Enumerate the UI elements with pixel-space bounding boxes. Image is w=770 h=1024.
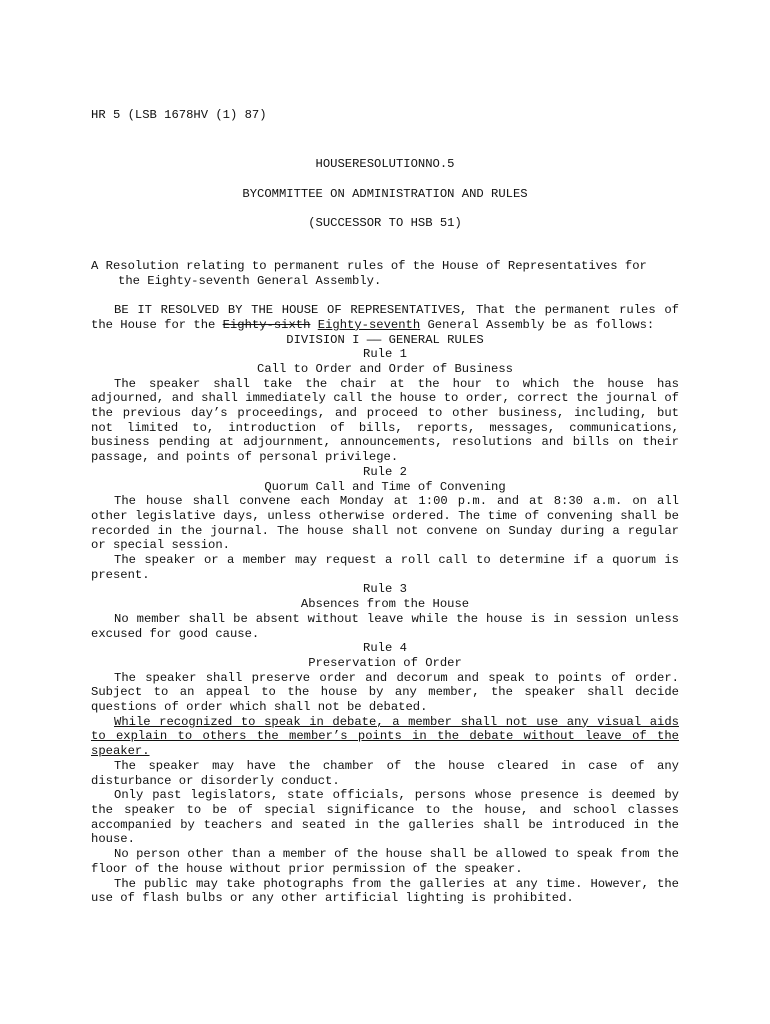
rule-number: Rule 2 — [363, 464, 407, 479]
rule-title: Quorum Call and Time of Convening — [264, 479, 506, 494]
rule-paragraph: The speaker may have the chamber of the house cleared in case of any disturbance or disorderly conduct. — [91, 758, 679, 788]
rule-paragraph: The speaker or a member may request a roll call to determine if a quorum is present. — [91, 553, 679, 582]
rule-title: Call to Order and Order of Business — [257, 361, 513, 376]
rule-number: Rule 1 — [363, 347, 407, 362]
rule-paragraph: No person other than a member of the house shall be allowed to speak from the floor of the house without prior permission of the speaker. — [91, 847, 679, 876]
enacting-text-end: General Assembly be as follows: — [420, 317, 655, 332]
rule-paragraph: The public may take photographs from the galleries at any time. However, the use of flash bulbs or any other artificial lighting is prohibited. — [91, 876, 679, 906]
title-block — [91, 157, 679, 231]
inserted-text: Eighty-seventh — [317, 317, 421, 332]
rule-paragraph: The speaker shall preserve order and decorum and speak to points of order. Subject to an appeal to the house by any member, the speaker shall decide questions of order which shall not be debated. — [91, 670, 679, 715]
bill-reference: HR 5 (LSB 1678HV (1) 87) — [91, 108, 267, 122]
struck-text: Eighty-sixth — [222, 317, 311, 332]
resolution-intro — [91, 259, 679, 288]
rule-paragraph: No member shall be absent without leave while the house is in session unless excused for good cause. — [91, 611, 679, 641]
rule-title: Preservation of Order — [308, 655, 462, 670]
enacting-clause — [91, 303, 679, 332]
resolution-body — [91, 259, 679, 906]
rule-paragraph: The speaker shall take the chair at the hour to which the house has adjourned, and shall immediately call the house to order, correct the journal of the previous day’s proceedings, and proceed to other business, including, but not limited to, introduction of bills, reports, messages, communications, business pending at adjournment, announcements, resolutions and bills on their passage, and points of personal privilege. — [91, 376, 679, 465]
enacting-text: BE IT RESOLVED BY THE HOUSE OF REPRESENTATIVES, That the permanent rules of the House for the — [91, 303, 679, 332]
rule-title: Absences from the House — [300, 597, 470, 612]
rule-number: Rule 4 — [363, 641, 407, 656]
division-heading: DIVISION I —— GENERAL RULES — [286, 332, 484, 347]
document-page — [91, 0, 679, 1024]
rule-number: Rule 3 — [363, 582, 407, 597]
intro-line-1: A Resolution relating to permanent rules of the House of Representatives for — [91, 259, 647, 273]
committee-line: BYCOMMITTEE ON ADMINISTRATION AND RULES — [242, 186, 528, 201]
successor-line: (SUCCESSOR TO HSB 51) — [308, 216, 462, 230]
intro-line-2: the Eighty-seventh General Assembly. — [118, 273, 382, 288]
resolution-number: HOUSERESOLUTIONNO.5 — [315, 157, 455, 171]
rule-paragraph: The house shall convene each Monday at 1:00 p.m. and at 8:30 a.m. on all other legislative days, unless otherwise ordered. The time of convening shall be recorded in the journal. The house shall not convene on Sunday during a regular or special session. — [91, 494, 679, 553]
inserted-paragraph: While recognized to speak in debate, a member shall not use any visual aids to explain to others the member’s points in the debate without leave of the speaker. — [91, 714, 679, 759]
rule-paragraph: Only past legislators, state officials, persons whose presence is deemed by the speaker to be of special significance to the house, and school classes accompanied by teachers and seated in the galleries shall be introduced in the house. — [91, 788, 679, 847]
